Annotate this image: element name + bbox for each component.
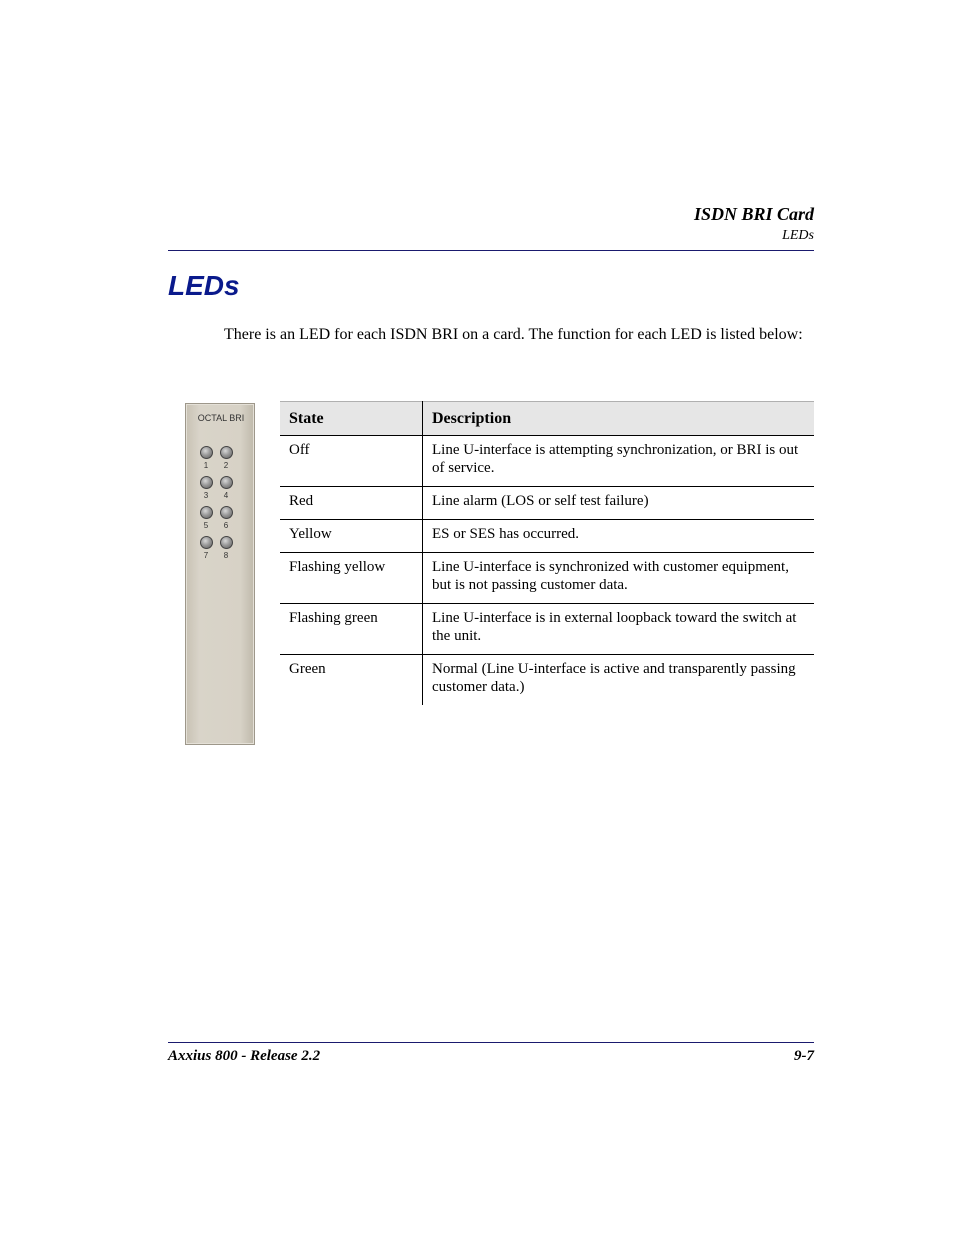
- led-1-indicator: [200, 446, 213, 459]
- running-header-title: ISDN BRI Card: [693, 204, 814, 224]
- led-4-label: 4: [223, 491, 229, 500]
- led-6-indicator: [220, 506, 233, 519]
- table-row: [280, 655, 814, 706]
- led-3-indicator: [200, 476, 213, 489]
- led-4-indicator: [220, 476, 233, 489]
- footer-rule: [168, 1042, 814, 1043]
- description-cell: Normal (Line U-interface is active and transparently passing customer data.): [432, 661, 796, 695]
- led-1-label: 1: [203, 461, 209, 470]
- description-cell: Line U-interface is synchronized with customer equipment, but is not passing customer data.: [423, 553, 815, 604]
- footer-product-release: Axxius 800 - Release 2.2: [168, 1048, 321, 1064]
- page-title: LEDs: [168, 270, 240, 301]
- state-cell: Flashing green: [280, 604, 423, 655]
- state-cell: Off: [280, 436, 423, 487]
- led-7-indicator: [200, 536, 213, 549]
- description-cell: Line U-interface is attempting synchronization, or BRI is out of service.: [423, 436, 815, 487]
- running-header-subtitle: LEDs: [782, 228, 814, 243]
- led-5-indicator: [200, 506, 213, 519]
- state-cell: Green: [280, 655, 423, 706]
- table-row: [280, 553, 814, 604]
- state-cell: Yellow: [280, 520, 423, 553]
- intro-paragraph: There is an LED for each ISDN BRI on a card. The function for each LED is listed below:: [224, 326, 803, 343]
- octal-bri-card-image: [185, 403, 255, 745]
- led-8-indicator: [220, 536, 233, 549]
- header-rule: [168, 250, 814, 251]
- led-3-label: 3: [203, 491, 209, 500]
- state-cell: Flashing yellow: [280, 553, 423, 604]
- led-2-label: 2: [223, 461, 229, 470]
- table-row: [280, 520, 814, 553]
- description-cell: Line U-interface is in external loopback toward the switch at the unit.: [423, 604, 815, 655]
- description-cell: Line alarm (LOS or self test failure): [423, 487, 815, 520]
- table-header-row: [280, 402, 814, 436]
- led-2-indicator: [220, 446, 233, 459]
- led-6-label: 6: [223, 521, 229, 530]
- description-column-header: Description: [423, 402, 815, 436]
- led-7-label: 7: [203, 551, 209, 560]
- footer-page-number: 9-7: [794, 1048, 814, 1064]
- led-state-table: [280, 401, 814, 705]
- table-row: [280, 436, 814, 487]
- state-column-header: State: [280, 402, 423, 436]
- table-row: [280, 604, 814, 655]
- led-8-label: 8: [223, 551, 229, 560]
- table-row: [280, 487, 814, 520]
- led-5-label: 5: [203, 521, 209, 530]
- description-cell: ES or SES has occurred.: [423, 520, 815, 553]
- state-cell: Red: [280, 487, 423, 520]
- card-label: OCTAL BRI: [197, 413, 245, 423]
